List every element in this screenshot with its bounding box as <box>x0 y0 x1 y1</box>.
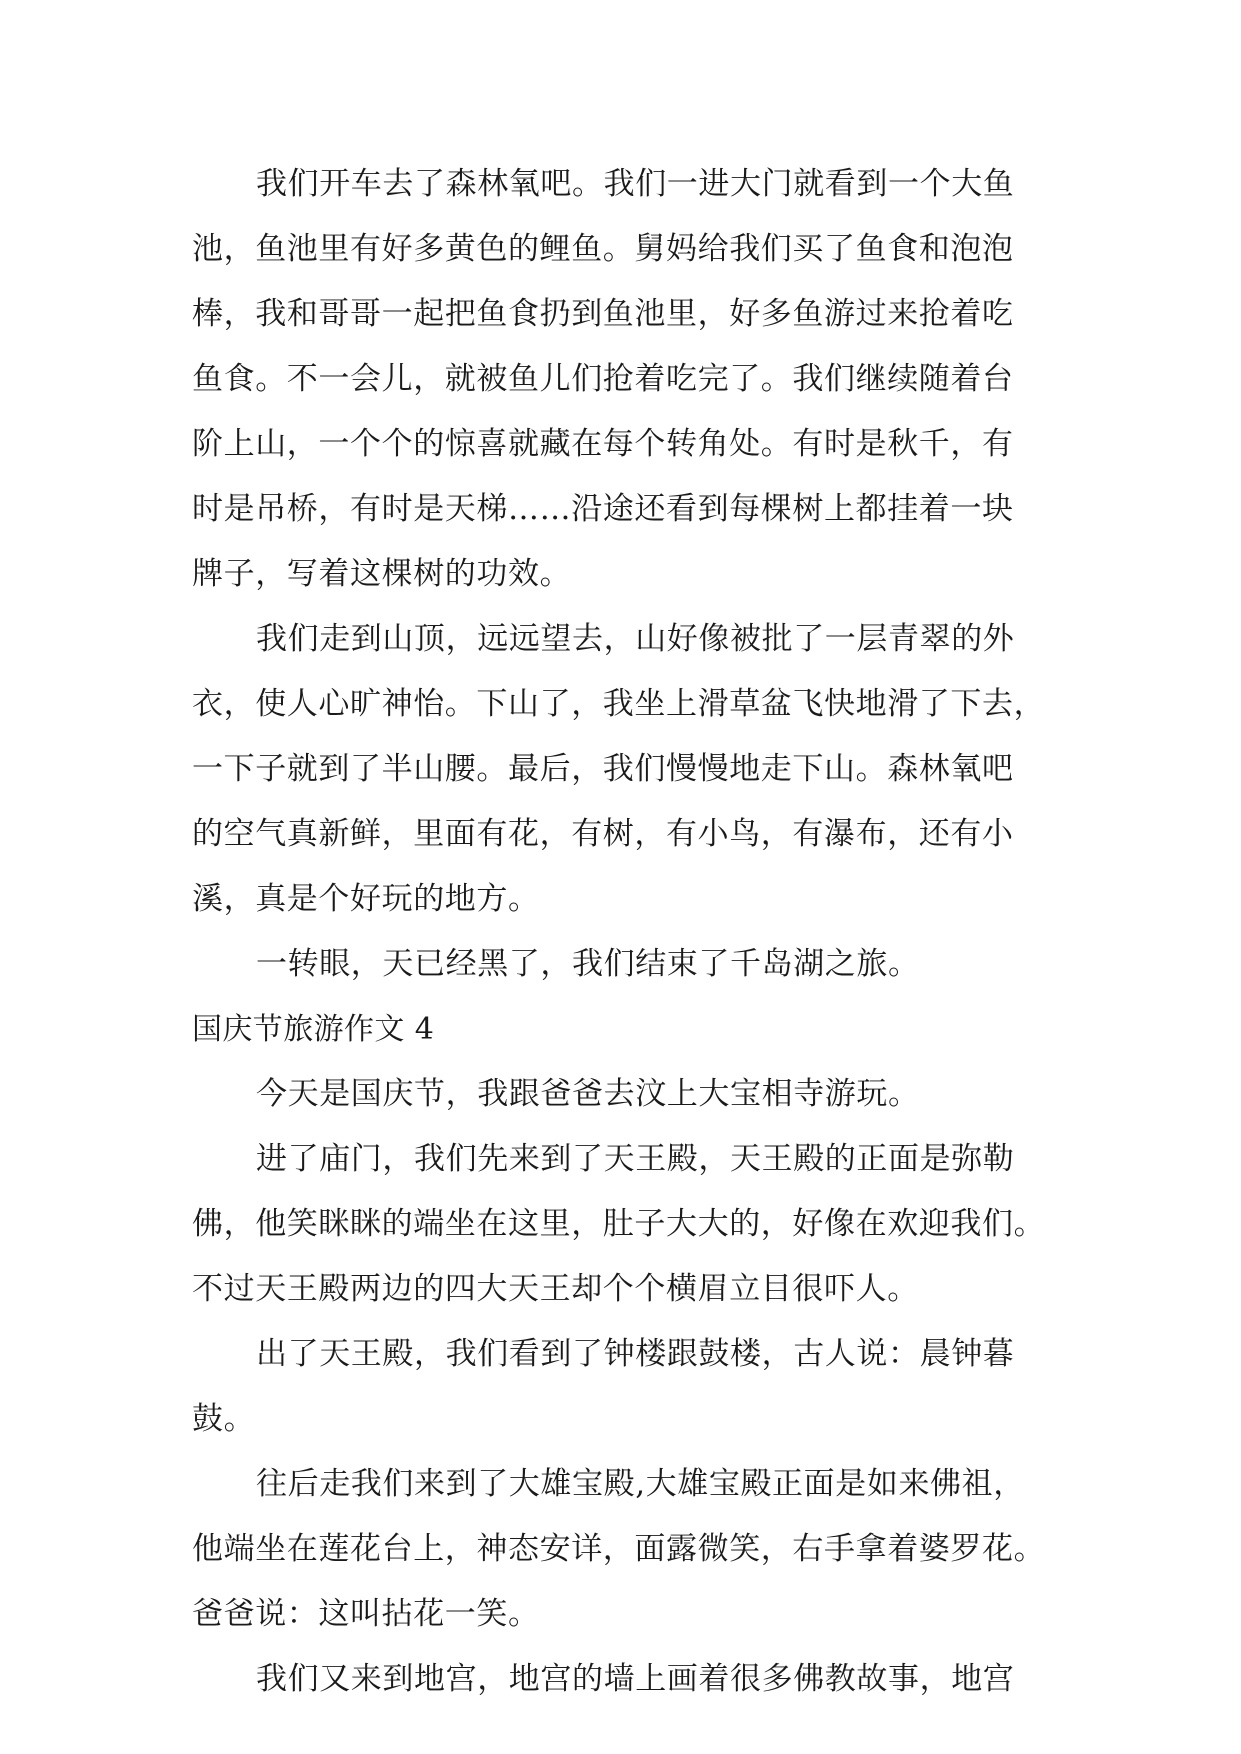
text-line: 不过天王殿两边的四大天王却个个横眉立目很吓人。 <box>192 1271 919 1307</box>
text-line: 一下子就到了半山腰。最后，我们慢慢地走下山。森林氧吧 <box>192 751 1014 787</box>
text-line: 溪，真是个好玩的地方。 <box>192 881 540 917</box>
text-line: 鼓。 <box>192 1401 256 1437</box>
text-line: 我们开车去了森林氧吧。我们一进大门就看到一个大鱼 <box>256 166 1015 202</box>
text-line: 的空气真新鲜，里面有花，有树，有小鸟，有瀑布，还有小 <box>192 816 1014 852</box>
text-line: 牌子，写着这棵树的功效。 <box>192 556 572 592</box>
text-line: 出了天王殿，我们看到了钟楼跟鼓楼，古人说：晨钟暮 <box>256 1336 1015 1372</box>
text-line: 鱼食。不一会儿，就被鱼儿们抢着吃完了。我们继续随着台 <box>192 361 1014 397</box>
text-line: 我们又来到地宫，地宫的墙上画着很多佛教故事，地宫 <box>256 1661 1015 1697</box>
text-line: 佛，他笑眯眯的端坐在这里，肚子大大的，好像在欢迎我们。 <box>192 1206 1046 1242</box>
text-line: 他端坐在莲花台上，神态安详，面露微笑，右手拿着婆罗花。 <box>192 1531 1046 1567</box>
text-line: 阶上山，一个个的惊喜就藏在每个转角处。有时是秋千，有 <box>192 426 1014 462</box>
text-line: 往后走我们来到了大雄宝殿,大雄宝殿正面是如来佛祖， <box>256 1466 1025 1502</box>
text-line: 衣，使人心旷神怡。下山了，我坐上滑草盆飞快地滑了下去， <box>192 686 1046 722</box>
text-line: 进了庙门，我们先来到了天王殿，天王殿的正面是弥勒 <box>256 1141 1015 1177</box>
text-line: 我们走到山顶，远远望去，山好像被批了一层青翠的外 <box>256 621 1015 657</box>
text-line: 池，鱼池里有好多黄色的鲤鱼。舅妈给我们买了鱼食和泡泡 <box>192 231 1014 267</box>
text-line: 爸爸说：这叫拈花一笑。 <box>192 1596 540 1632</box>
text-line: 棒，我和哥哥一起把鱼食扔到鱼池里，好多鱼游过来抢着吃 <box>192 296 1014 332</box>
section-heading: 国庆节旅游作文 4 <box>192 1012 435 1047</box>
document-body <box>192 152 1049 1712</box>
text-line: 时是吊桥，有时是天梯……沿途还看到每棵树上都挂着一块 <box>192 491 1014 527</box>
text-line: 今天是国庆节，我跟爸爸去汶上大宝相寺游玩。 <box>256 1076 920 1112</box>
text-line: 一转眼，天已经黑了，我们结束了千岛湖之旅。 <box>256 946 920 982</box>
